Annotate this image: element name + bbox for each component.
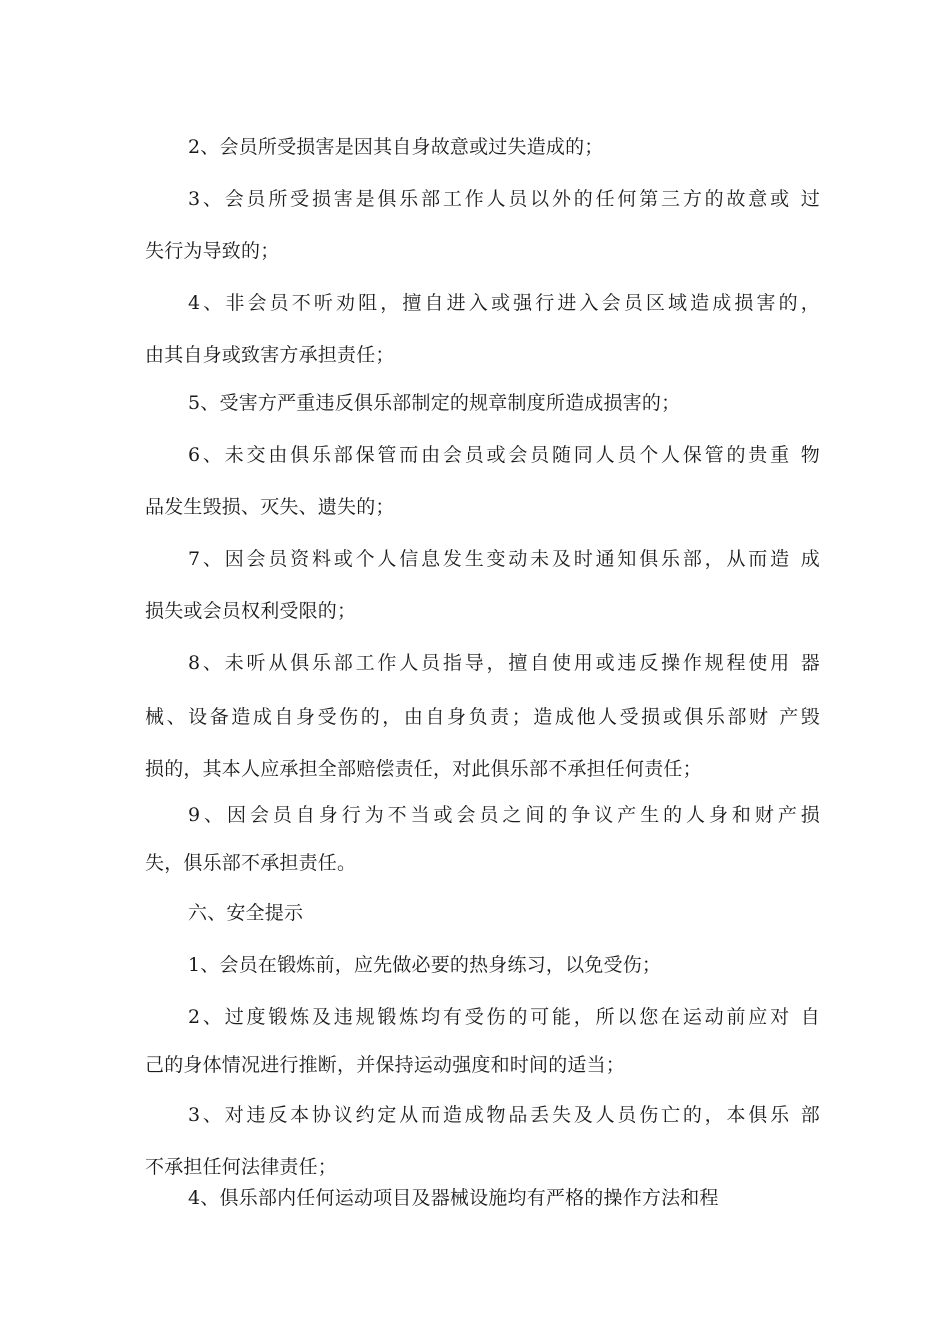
text-line: 7、因会员资料或个人信息发生变动未及时通知俱乐部，从而造 成 bbox=[188, 548, 820, 570]
text-line: 4、非会员不听劝阻，擅自进入或强行进入会员区域造成损害的， bbox=[188, 292, 820, 314]
text-line: 2、会员所受损害是因其自身故意或过失造成的； bbox=[188, 136, 604, 158]
text-line: 8、未听从俱乐部工作人员指导，擅自使用或违反操作规程使用 器 bbox=[188, 652, 820, 674]
text-line: 4、俱乐部内任何运动项目及器械设施均有严格的操作方法和程 bbox=[188, 1187, 719, 1209]
text-line: 3、对违反本协议约定从而造成物品丢失及人员伤亡的，本俱乐 部 bbox=[188, 1104, 820, 1126]
section-heading: 六、安全提示 bbox=[188, 902, 304, 924]
text-line: 6、未交由俱乐部保管而由会员或会员随同人员个人保管的贵重 物 bbox=[188, 444, 820, 466]
text-line: 1、会员在锻炼前，应先做必要的热身练习，以免受伤； bbox=[188, 954, 662, 976]
text-line: 损失或会员权利受限的； bbox=[145, 600, 357, 622]
text-line: 械、设备造成自身受伤的，由自身负责；造成他人受损或俱乐部财 产毁 bbox=[145, 706, 820, 728]
text-line: 3、会员所受损害是俱乐部工作人员以外的任何第三方的故意或 过 bbox=[188, 188, 820, 210]
text-line: 不承担任何法律责任； bbox=[145, 1156, 338, 1178]
text-line: 2、过度锻炼及违规锻炼均有受伤的可能，所以您在运动前应对 自 bbox=[188, 1006, 820, 1028]
text-line: 9、因会员自身行为不当或会员之间的争议产生的人身和财产损 bbox=[188, 804, 820, 826]
text-line: 失，俱乐部不承担责任。 bbox=[145, 852, 357, 874]
text-line: 己的身体情况进行推断，并保持运动强度和时间的适当； bbox=[145, 1054, 626, 1076]
text-line: 品发生毁损、灭失、遗失的； bbox=[145, 496, 395, 518]
text-line: 损的，其本人应承担全部赔偿责任，对此俱乐部不承担任何责任； bbox=[145, 758, 702, 780]
text-line: 5、受害方严重违反俱乐部制定的规章制度所造成损害的； bbox=[188, 392, 681, 414]
text-line: 失行为导致的； bbox=[145, 240, 280, 262]
text-line: 由其自身或致害方承担责任； bbox=[145, 344, 395, 366]
